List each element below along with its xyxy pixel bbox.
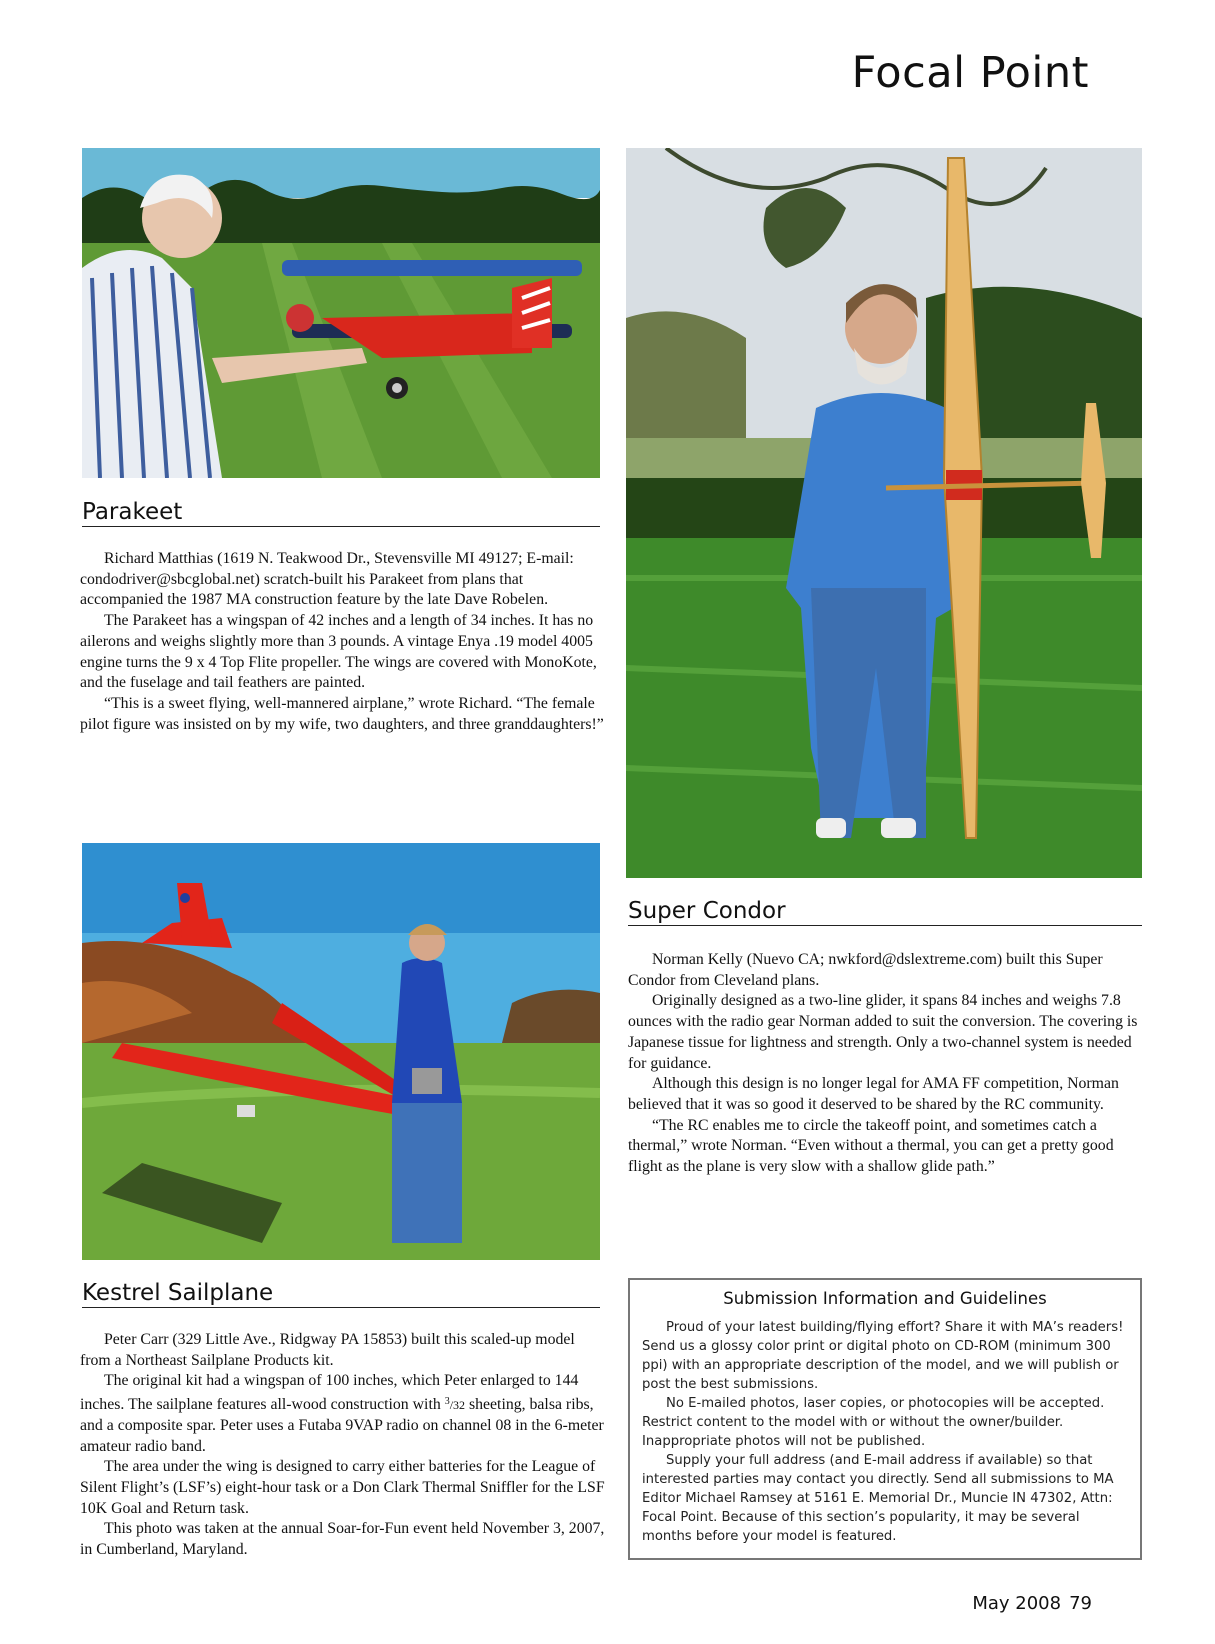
super-condor-photo: [626, 148, 1142, 878]
fraction-denominator: /32: [449, 1398, 466, 1413]
parakeet-body: [80, 549, 606, 735]
submission-paragraph: No E-mailed photos, laser copies, or photocopies will be accepted. Restrict content to the model with or without the owner/builder. Inappropriate photos will not be published.: [642, 1396, 1105, 1449]
submission-title: Submission Information and Guidelines: [723, 1289, 1047, 1308]
kestrel-paragraph: This photo was taken at the annual Soar-for-Fun event held November 3, 2007, in Cumberland, Maryland.: [80, 1520, 605, 1559]
parakeet-paragraph: Richard Matthias (1619 N. Teakwood Dr., Stevensville MI 49127; E-mail: condodriver@sbcglobal.net) scratch-built his Parakeet from plans that accompanied the 1987 MA construction feature by the late Dave Robelen.: [80, 550, 574, 609]
parakeet-photo: [82, 148, 600, 478]
submission-box: [628, 1278, 1142, 1560]
kestrel-text: The original kit had a wingspan of 100 inches, which Peter enlarged to 144 inches. The sailplane features all-wood construction with: [80, 1372, 579, 1414]
super-condor-heading: Super Condor: [628, 898, 1142, 926]
parakeet-paragraph: The Parakeet has a wingspan of 42 inches and a length of 34 inches. It has no ailerons and weighs slightly more than 3 pounds. A vintage Enya .19 model 4005 engine turns the 9 x 4 Top Flite propeller. The wings are covered with MonoKote, and the fuselage and tail feathers are painted.: [80, 612, 597, 692]
kestrel-photo: [82, 843, 600, 1260]
issue-date: May 2008: [972, 1593, 1062, 1614]
submission-paragraph: Supply your full address (and E-mail address if available) so that interested parties may contact you directly. Send all submissions to MA Editor Michael Ramsey at 5161 E. Memorial Dr., Muncie IN 47302, Attn: Focal Point. Because of this section’s popularity, it may be several months before your model is featured.: [642, 1453, 1114, 1544]
kestrel-paragraph: Peter Carr (329 Little Ave., Ridgway PA 15853) built this scaled-up model from a Northeast Sailplane Products kit.: [80, 1331, 575, 1369]
super-condor-paragraph: “The RC enables me to circle the takeoff point, and sometimes catch a thermal,” wrote Norman. “Even without a thermal, you can get a pretty good flight as the plane is very slow with a shallow glide path.”: [628, 1116, 1114, 1176]
super-condor-paragraph: Norman Kelly (Nuevo CA; nwkford@dslextreme.com) built this Super Condor from Cleveland plans.: [628, 951, 1103, 989]
parakeet-heading: Parakeet: [82, 499, 600, 527]
kestrel-paragraph: The area under the wing is designed to carry either batteries for the League of Silent Flight’s (LSF’s) eight-hour task or a Don Clark Thermal Sniffler for the LSF 10K Goal and Return task.: [80, 1458, 605, 1517]
fraction-numerator: 3: [444, 1396, 450, 1408]
parakeet-paragraph: “This is a sweet flying, well-mannered airplane,” wrote Richard. “The female pilot figure was insisted on by my wife, two daughters, and three granddaughters!”: [80, 694, 604, 733]
super-condor-body: [628, 950, 1148, 1178]
super-condor-paragraph: Originally designed as a two-line glider, it spans 84 inches and weighs 7.8 ounces with the radio gear Norman added to suit the conversion. The covering is Japanese tissue for lightness and strength. Only a two-channel system is needed for guidance.: [628, 992, 1138, 1072]
kestrel-paragraph: [80, 1371, 606, 1457]
page-number: 79: [1069, 1593, 1092, 1614]
super-condor-paragraph: Although this design is no longer legal for AMA FF competition, Norman believed that it was so good it deserved to be shared by the RC community.: [628, 1075, 1119, 1113]
kestrel-heading: Kestrel Sailplane: [82, 1280, 600, 1308]
kestrel-body: [80, 1330, 606, 1561]
page-title: Focal Point: [851, 48, 1089, 98]
submission-paragraph: Proud of your latest building/flying effort? Share it with MA’s readers! Send us a glossy color print or digital photo on CD-ROM (minimum 300 ppi) with an appropriate description of the model, and we will publish or post the best submissions.: [642, 1320, 1124, 1392]
page-footer: [964, 1593, 1092, 1614]
kestrel-text: sheeting, balsa ribs, and a composite spar. Peter uses a Futaba 9VAP radio on channel 08 in the 6-meter amateur radio band.: [80, 1396, 604, 1455]
